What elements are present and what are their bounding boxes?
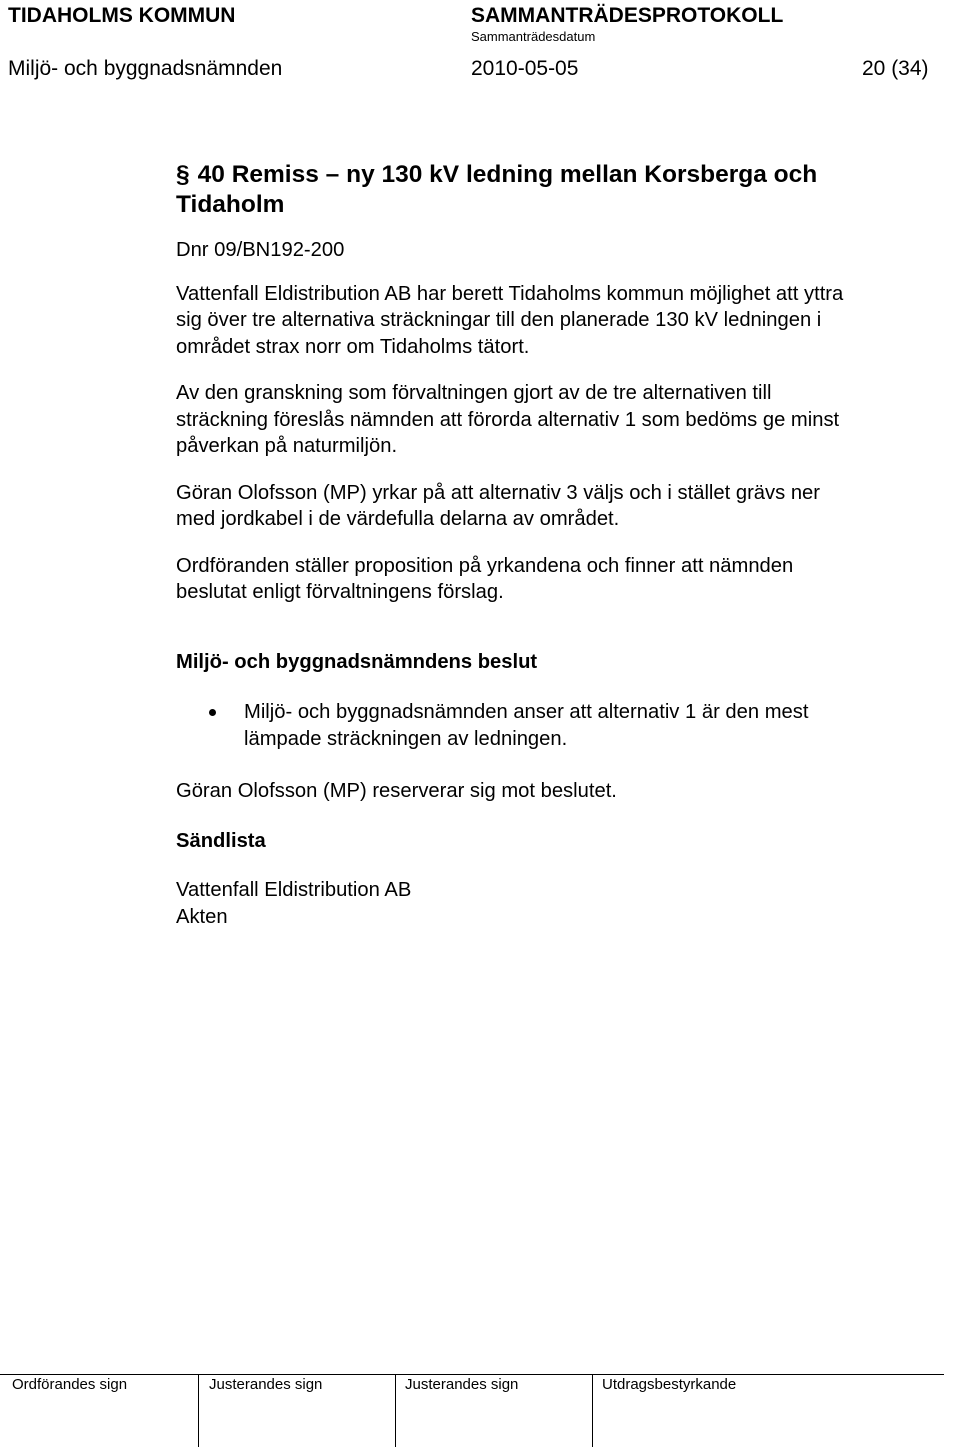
paragraph-sign: § (176, 161, 190, 188)
committee-name: Miljö- och byggnadsnämnden (8, 57, 283, 80)
signature-box-chair (0, 1374, 199, 1447)
paragraph-1-line-2: sig över tre alternativa sträckningar till den planerade 130 kV ledningen i (176, 309, 822, 331)
page-number: 20 (34) (862, 57, 929, 80)
paragraph-2 (176, 380, 936, 460)
paragraph-4-line-2: beslutat enligt förvaltningens förslag. (176, 581, 504, 603)
distribution-item: Akten (176, 905, 228, 928)
paragraph-2-line-1: Av den granskning som förvaltningen gjort av de tre alternativen till (176, 382, 772, 404)
main-content (176, 160, 936, 930)
section-title-line-1: 40 Remiss – ny 130 kV ledning mellan Korsberga och (197, 161, 818, 188)
paragraph-3-line-1: Göran Olofsson (MP) yrkar på att alternativ 3 väljs och i stället grävs ner (176, 481, 821, 504)
paragraph-4-line-1: Ordföranden ställer proposition på yrkandena och finner att nämnden (176, 554, 794, 577)
signature-label: Justerandes sign (405, 1376, 519, 1393)
signature-box-adjuster-1 (199, 1374, 396, 1447)
meeting-date: 2010-05-05 (471, 57, 579, 80)
decision-heading: Miljö- och byggnadsnämndens beslut (176, 650, 538, 673)
signature-box-certification (593, 1374, 944, 1447)
signature-label: Utdragsbestyrkande (602, 1376, 737, 1393)
paragraph-2-line-3: påverkan på naturmiljön. (176, 435, 398, 457)
paragraph-1-line-1: Vattenfall Eldistribution AB har berett Tidaholms kommun möjlighet att yttra (176, 282, 844, 305)
signature-label: Ordförandes sign (12, 1376, 128, 1393)
signature-footer (0, 1374, 944, 1447)
case-number: Dnr 09/BN192-200 (176, 239, 345, 261)
distribution-list (176, 877, 936, 930)
section-title (176, 160, 936, 220)
paragraph-3 (176, 480, 936, 533)
document-type: SAMMANTRÄDESPROTOKOLL (471, 4, 784, 27)
decision-bullet-line-2: lämpade sträckningen av ledningen. (244, 727, 568, 750)
section-title-line-2: Tidaholm (176, 191, 285, 218)
distribution-item: Vattenfall Eldistribution AB (176, 879, 412, 901)
paragraph-2-line-2: sträckning föreslås nämnden att förorda alternativ 1 som bedöms ge minst (176, 408, 840, 431)
reservation-note: Göran Olofsson (MP) reserverar sig mot beslutet. (176, 780, 617, 802)
paragraph-1-line-3: området strax norr om Tidaholms tätort. (176, 335, 530, 358)
signature-label: Justerandes sign (209, 1376, 323, 1393)
paragraph-4 (176, 553, 936, 606)
decision-bullet-line-1: Miljö- och byggnadsnämnden anser att alternativ 1 är den mest (244, 701, 809, 723)
paragraph-1 (176, 281, 936, 361)
date-label: Sammanträdesdatum (471, 29, 596, 44)
bullet-icon (209, 709, 216, 716)
distribution-heading: Sändlista (176, 829, 266, 852)
paragraph-3-line-2: med jordkabel i de värdefulla delarna av området. (176, 508, 620, 530)
org-name: TIDAHOLMS KOMMUN (8, 4, 236, 27)
decision-bullet (176, 699, 936, 752)
signature-box-adjuster-2 (396, 1374, 593, 1447)
